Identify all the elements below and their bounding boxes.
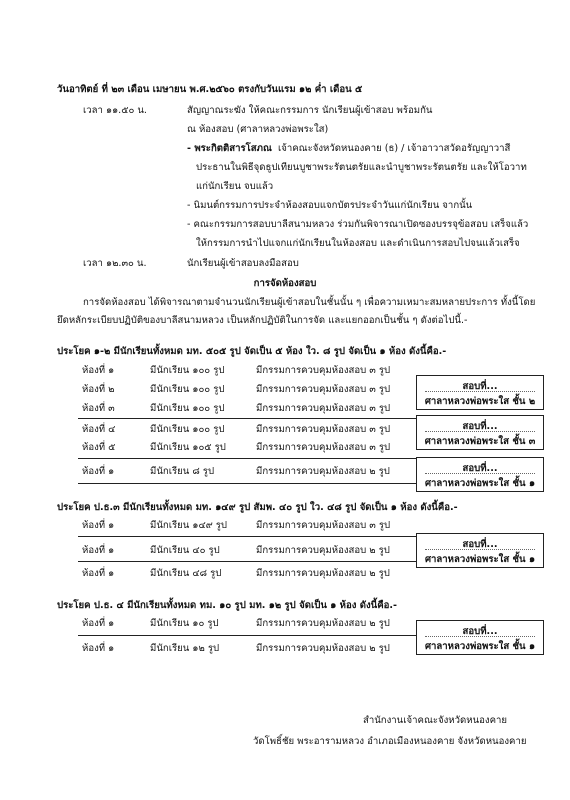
box-separator (425, 549, 535, 550)
room-label: ห้องที่ ๒ (82, 384, 115, 395)
room-proctors: มีกรรมการควบคุมห้องสอบ ๓ รูป (256, 403, 391, 414)
room-students: มีนักเรียน ๘ รูป (150, 466, 215, 477)
room-proctors: มีกรรมการควบคุมห้องสอบ ๓ รูป (256, 424, 391, 435)
schedule-line: สัญญาณระฆัง ให้คณะกรรมการ นักเรียนผู้เข้าสอบ พร้อมกัน (187, 105, 433, 116)
time-label-1: เวลา ๑๑.๕๐ น. (83, 105, 147, 116)
schedule-line: นักเรียนผู้เข้าสอบลงมือสอบ (187, 258, 299, 269)
footer-office: สำนักงานเจ้าคณะจังหวัดหนองคาย (363, 715, 507, 726)
room-label: ห้องที่ ๑ (82, 643, 115, 654)
divider (78, 536, 418, 537)
divider (78, 418, 418, 419)
divider (78, 561, 418, 562)
room-proctors: มีกรรมการควบคุมห้องสอบ ๒ รูป (256, 643, 390, 654)
box-separator (425, 636, 535, 637)
intro-paragraph: ยึดหลักระเบียบปฏิบัติของบาลีสนามหลวง เป็นหลักปฏิบัติในการจัด และแยกออกเป็นชั้น ๆ ดังต่อไปนี้.- (57, 315, 468, 326)
group-title: ประโยค ป.ธ. ๔ มีนักเรียนทั้งหมด ทม. ๑๐ รูป มท. ๑๒ รูป จัดเป็น ๑ ห้อง ดังนี้คือ.- (57, 600, 398, 611)
exam-location-label: สอบที่... (462, 626, 498, 637)
divider (78, 635, 418, 636)
room-label: ห้องที่ ๑ (82, 520, 115, 531)
president-title: เจ้าคณะจังหวัดหนองคาย (ธ) / เจ้าอาวาสวัดอรัญญาวาสี (277, 143, 511, 154)
exam-location-box (416, 375, 544, 410)
exam-location-box (416, 620, 544, 655)
room-proctors: มีกรรมการควบคุมห้องสอบ ๒ รูป (256, 618, 390, 629)
exam-location-place: ศาลาหลวงพ่อพระใส ชั้น ๑ (424, 641, 536, 652)
room-proctors: มีกรรมการควบคุมห้องสอบ ๓ รูป (256, 365, 391, 376)
schedule-line: ประธานในพิธีจุดธูปเทียนบูชาพระรัตนตรัยและนำบูชาพระรัตนตรัย และให้โอวาท (196, 162, 527, 173)
schedule-line: ณ ห้องสอบ (ศาลาหลวงพ่อพระใส) (187, 124, 329, 135)
room-students: มีนักเรียน ๑๐๐ รูป (150, 384, 225, 395)
room-students: มีนักเรียน ๑๒ รูป (150, 643, 220, 654)
room-students: มีนักเรียน ๔๘ รูป (150, 568, 222, 579)
room-label: ห้องที่ ๑ (82, 618, 115, 629)
date-header: วันอาทิตย์ ที่ ๒๓ เดือน เมษายน พ.ศ.๒๕๖๐ ตรงกับวันแรม ๑๒ ค่ำ เดือน ๕ (57, 84, 363, 95)
room-label: ห้องที่ ๑ (82, 365, 115, 376)
room-proctors: มีกรรมการควบคุมห้องสอบ ๓ รูป (256, 442, 391, 453)
room-proctors: มีกรรมการควบคุมห้องสอบ ๒ รูป (256, 568, 390, 579)
president-name: - พระกิตติสารโสภณ (187, 143, 272, 154)
room-students: มีนักเรียน ๑๐๐ รูป (150, 403, 225, 414)
exam-location-label: สอบที่... (462, 463, 498, 474)
room-label: ห้องที่ ๔ (82, 424, 116, 435)
schedule-line (187, 142, 510, 155)
room-proctors: มีกรรมการควบคุมห้องสอบ ๒ รูป (256, 466, 390, 477)
divider (78, 458, 418, 459)
room-label: ห้องที่ ๑ (82, 568, 115, 579)
group-title: ประโยค ป.ธ.๓ มีนักเรียนทั้งหมด มท. ๑๔๙ รูป สัมพ. ๔๐ รูป ใว. ๔๘ รูป จัดเป็น ๑ ห้อง ดังนี้คือ.- (57, 502, 458, 513)
room-proctors: มีกรรมการควบคุมห้องสอบ ๓ รูป (256, 384, 391, 395)
room-label: ห้องที่ ๑ (82, 545, 115, 556)
exam-location-place: ศาลาหลวงพ่อพระใส ชั้น ๑ (424, 478, 536, 489)
schedule-line: - คณะกรรมการสอบบาลีสนามหลวง ร่วมกันพิจารณาเปิดซองบรรจุข้อสอบ เสร็จแล้ว (187, 219, 529, 230)
exam-location-label: สอบที่... (462, 381, 498, 392)
section-title: การจัดห้องสอบ (253, 278, 317, 289)
exam-location-box (416, 533, 544, 568)
exam-location-box (416, 415, 544, 450)
exam-location-place: ศาลาหลวงพ่อพระใส ชั้น ๑ (424, 554, 536, 565)
exam-location-place: ศาลาหลวงพ่อพระใส ชั้น ๒ (424, 396, 536, 407)
time-label-2: เวลา ๑๒.๓๐ น. (83, 258, 147, 269)
footer-address: วัดโพธิ์ชัย พระอารามหลวง อำเภอเมืองหนองคาย จังหวัดหนองคาย (253, 736, 527, 747)
room-label: ห้องที่ ๕ (82, 442, 116, 453)
exam-location-label: สอบที่... (462, 539, 498, 550)
box-separator (425, 473, 535, 474)
group-title: ประโยค ๑-๒ มีนักเรียนทั้งหมด มท. ๕๐๕ รูป จัดเป็น ๕ ห้อง ใว. ๘ รูป จัดเป็น ๑ ห้อง ดังนี้คือ.- (57, 346, 447, 357)
exam-location-place: ศาลาหลวงพ่อพระใส ชั้น ๓ (424, 436, 536, 447)
room-students: มีนักเรียน ๑๐ รูป (150, 618, 219, 629)
room-label: ห้องที่ ๓ (82, 403, 115, 414)
room-students: มีนักเรียน ๑๐๐ รูป (150, 424, 225, 435)
exam-location-box (416, 457, 544, 492)
room-proctors: มีกรรมการควบคุมห้องสอบ ๒ รูป (256, 545, 390, 556)
room-students: มีนักเรียน ๑๔๙ รูป (150, 520, 228, 531)
exam-location-label: สอบที่... (462, 421, 498, 432)
room-students: มีนักเรียน ๔๐ รูป (150, 545, 220, 556)
schedule-line: - นิมนต์กรรมการประจำห้องสอบแจกบัตรประจำวันแก่นักเรียน จากนั้น (187, 200, 473, 211)
room-students: มีนักเรียน ๑๐๐ รูป (150, 365, 225, 376)
schedule-line: ให้กรรมการนำไปแจกแก่นักเรียนในห้องสอบ และดำเนินการสอบไปจนแล้วเสร็จ (196, 238, 520, 249)
box-separator (425, 431, 535, 432)
divider (78, 483, 418, 484)
room-label: ห้องที่ ๑ (82, 466, 115, 477)
intro-paragraph: การจัดห้องสอบ ได้พิจารณาตามจำนวนนักเรียนผู้เข้าสอบในชั้นนั้น ๆ เพื่อความเหมาะสมหลายประการ ทั้งนี้โดย (83, 297, 536, 308)
room-proctors: มีกรรมการควบคุมห้องสอบ ๓ รูป (256, 520, 391, 531)
box-separator (425, 391, 535, 392)
schedule-line: แก่นักเรียน จบแล้ว (196, 181, 274, 192)
room-students: มีนักเรียน ๑๐๕ รูป (150, 442, 226, 453)
